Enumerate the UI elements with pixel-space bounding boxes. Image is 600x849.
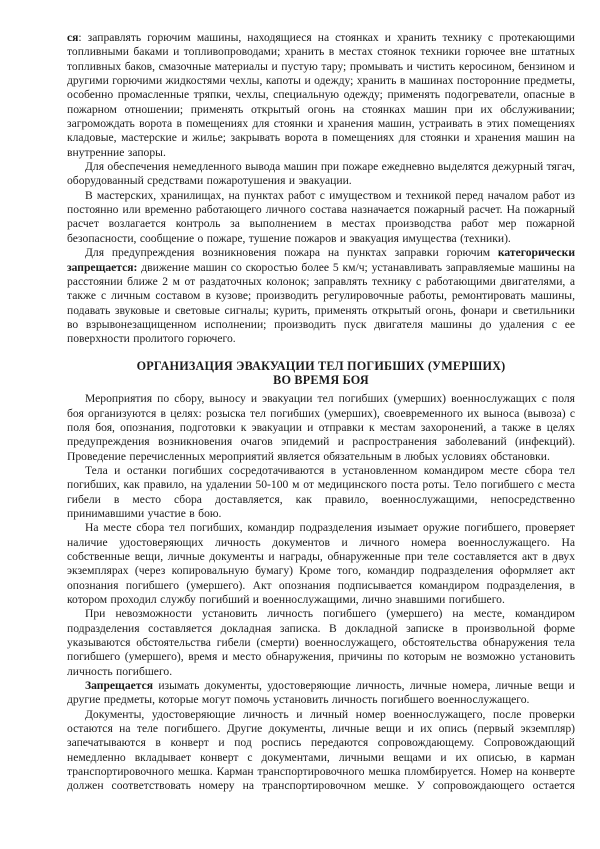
paragraph <box>67 607 575 679</box>
paragraph-bold-lead: ся <box>67 31 79 44</box>
paragraph-text: Документы, удостоверяющие личность и личный номер военнослужащего, после проверки остаются на теле погибшего. Другие документы, личные вещи и их опись (первый экземпляр) запечатываются в конверт и под роспись передаются сопровождающему. Сопровождающий немедленно вкладывает конверт с документами, личными вещами и их описью, в карман транспортировочного мешка. Карман транспортировочного мешка пломбируется. Номер на конверте должен соответствовать номеру на транспортировочном мешке. У сопровождающего остается <box>67 707 575 793</box>
paragraph <box>67 392 575 464</box>
paragraph-text: Мероприятия по сбору, выносу и эвакуации тел погибших (умерших) военнослужащих с поля боя организуются в целях: розыска тел погибших (умерших), своевременного их выноса (вывоза) с поля боя, опознания, подготовки к эвакуации и отправки к местам захоронений, а также в целях предупреждения возникновения очагов эпидемий и распространения заболеваний (инфекций). Проведение перечисленных мероприятий является обязательным в любых условиях обстановки. <box>67 392 575 463</box>
paragraph <box>67 708 575 794</box>
paragraph-bold-lead: Запрещается <box>85 679 154 693</box>
paragraph-text: Для обеспечения немедленного вывода машин при пожаре ежедневно выделятся дежурный тягач, оборудованный средствами пожаротушения и эвакуации. <box>67 160 575 188</box>
section-heading-line2: ВО ВРЕМЯ БОЯ <box>273 373 369 388</box>
paragraph <box>67 246 575 346</box>
paragraph-text: На месте сбора тел погибших, командир подразделения изымает оружие погибшего, проверяет наличие удостоверяющих личность документов и личного номера военнослужащего. На собственные вещи, личные документы и награды, обнаруженные при теле составляется акт в двух экземплярах (через копировальную бумагу) Кроме того, командир подразделения оформляет акт опознания погибшего (умершего). Акт опознания подписывается командиром подразделения, в котором проходил службу погибший и военнослужащими, лично знавшими погибшего. <box>67 521 575 606</box>
paragraph <box>67 521 575 607</box>
section-heading-line1: ОРГАНИЗАЦИЯ ЭВАКУАЦИИ ТЕЛ ПОГИБШИХ (УМЕРШИХ) <box>136 358 506 373</box>
paragraph <box>67 31 575 160</box>
paragraph <box>67 679 575 708</box>
paragraph <box>67 160 575 189</box>
paragraph <box>67 189 575 246</box>
paragraph-text: : заправлять горючим машины, находящиеся на стоянках и хранить технику с протекающими топливными баками и топливопроводами; хранить в местах стоянок техники горючее вне штатных топливных баков, смазочные материалы и пустую тару; промывать и чистить керосином, бензином и другими горючими жидкостями чехлы, капоты и одежду; хранить в машинах посторонние предметы, особенно промасленные тряпки, чехлы, специальную одежду; применять подогреватели, опасные в пожарном отношении; применять открытый огонь на стоянках машин при их обслуживании; загромождать ворота в помещениях для стоянки и хранения машин, устраивать в этих помещениях кладовые, мастерские и жилье; закрывать ворота в помещениях для стоянки и хранения машин на внутренние запоры. <box>67 31 575 159</box>
paragraph <box>67 464 575 521</box>
paragraph-text: В мастерских, хранилищах, на пунктах работ с имуществом и техникой перед началом работ из постоянно или временно работающего личного состава назначается пожарный расчет. На пожарный расчет возлагается контроль за выполнением в местах производства работ мер пожарной безопасности, сообщение о пожаре, тушение пожаров и эвакуация имущества (техники). <box>67 188 575 245</box>
section-heading <box>67 359 575 389</box>
paragraph-text: изымать документы, удостоверяющие личность, личные номера, личные вещи и другие предметы, которые могут помочь установить личность погибшего военнослужащего. <box>67 679 575 707</box>
paragraph-bold-phrase: категорически запрещается: <box>67 246 575 274</box>
paragraph-text: движение машин со скоростью более 5 км/ч; устанавливать заправляемые машины на расстоянии ближе 2 м от раздаточных колонок; заправлять технику с работающими двигателями, а также с личным составом в кузове; производить регулировочные работы, ремонтировать машины, подавать звуковые и световые сигналы; курить, применять открытый огонь, фонари и светильники во взрывонезащищенном исполнении; производить пуск двигателя машины до удаления с ее поверхности пролитого горючего. <box>67 260 575 346</box>
paragraph-text: При невозможности установить личность погибшего (умершего) на месте, командиром подразделения составляется докладная записка. В докладной записке в произвольной форме указываются обстоятельства гибели (смерти) военнослужащего, обстоятельства обнаружения тела погибшего (умершего), время и место обнаружения, причины по которым не возможно установить личность погибшего. <box>67 607 575 678</box>
paragraph-text: Для предупреждения возникновения пожара на пунктах заправки горючим <box>85 246 498 260</box>
paragraph-text: Тела и останки погибших сосредотачиваются в установленном командиром месте сбора тел погибших, как правило, на удалении 50-100 м от медицинского поста роты. Тело погибшего с места гибели в место сбора доставляется, как правило, военнослужащими, непосредственно принимавшими участие в бою. <box>67 463 575 520</box>
